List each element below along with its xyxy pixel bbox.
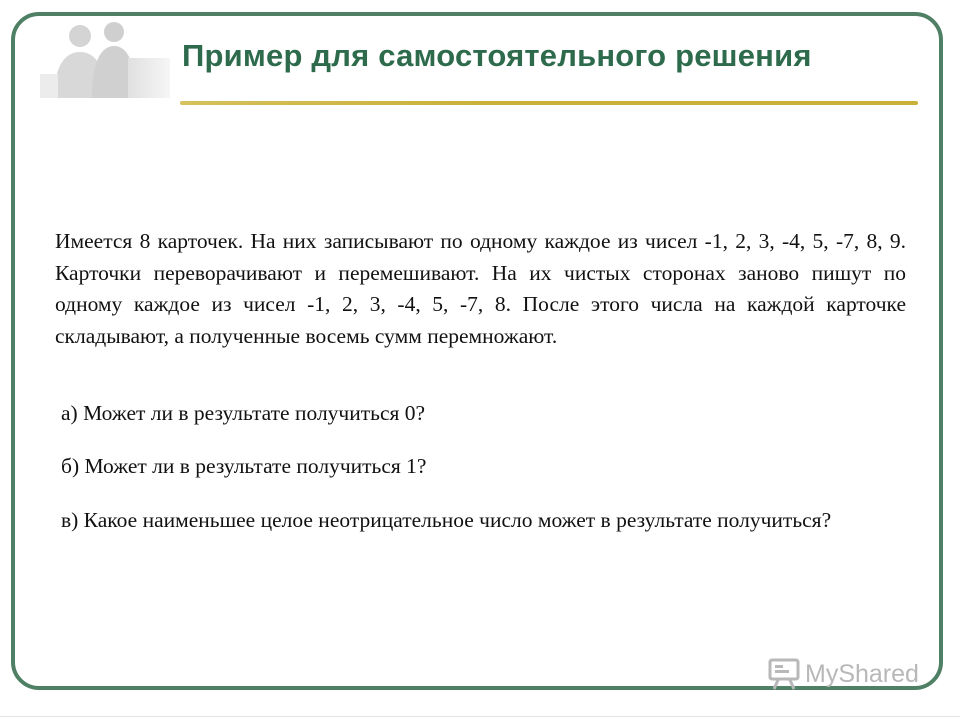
slide-title: Пример для самостоятельного решения (182, 38, 812, 73)
question-c: в) Какое наименьшее целое неотрицательное число может в результате получиться? (61, 508, 832, 532)
business-people-icon (40, 18, 170, 98)
question-b: б) Может ли в результате получиться 1? (61, 454, 427, 478)
presentation-board-icon (767, 658, 801, 690)
footer-divider (0, 716, 960, 717)
myshared-watermark (767, 656, 919, 692)
problem-text: Имеется 8 карточек. На них записывают по одному каждое из чисел -1, 2, 3, -4, 5, -7, 8, 9. Карточки переворачивают и перемешивают. На их чистых сторонах заново пишут по одному каждое из чисел -1, 2, 3, -4, 5, -7, 8. После этого числа на каждой карточке складывают, а полученные восемь сумм перемножают. (55, 229, 906, 348)
title-underline (180, 101, 918, 105)
question-a: а) Может ли в результате получиться 0? (61, 401, 426, 425)
watermark-text: MyShared (805, 659, 919, 688)
